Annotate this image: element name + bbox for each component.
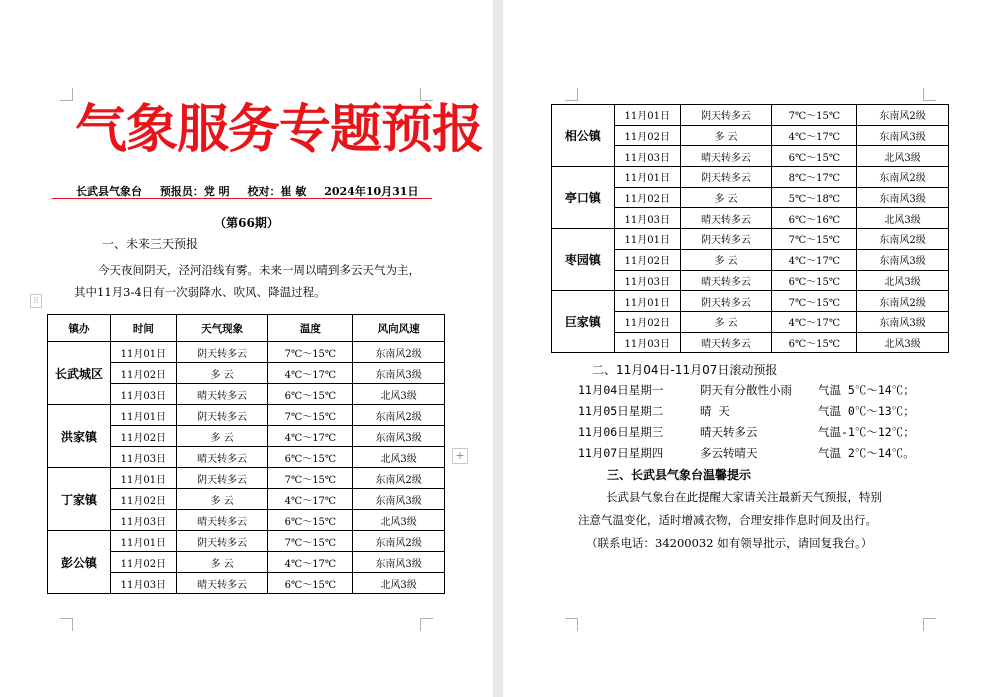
date-cell[interactable]: 11月02日 xyxy=(614,187,680,208)
rolling-temp: 气温-1℃～12℃； xyxy=(818,425,915,439)
weather-cell[interactable]: 多 云 xyxy=(680,125,772,146)
wind-cell[interactable]: 北风3级 xyxy=(857,146,949,167)
temp-cell[interactable]: 4℃～17℃ xyxy=(268,426,353,447)
temp-cell[interactable]: 7℃～15℃ xyxy=(268,468,353,489)
weather-cell[interactable]: 晴天转多云 xyxy=(680,208,772,229)
date-cell[interactable]: 11月03日 xyxy=(110,573,176,594)
add-row-button[interactable]: + xyxy=(452,448,468,464)
weather-cell[interactable]: 多 云 xyxy=(680,249,772,270)
temp-cell[interactable]: 6℃～16℃ xyxy=(772,208,857,229)
wind-cell[interactable]: 东南风3级 xyxy=(353,363,445,384)
date-cell[interactable]: 11月02日 xyxy=(110,552,176,573)
date-cell[interactable]: 11月01日 xyxy=(614,105,680,126)
temp-cell[interactable]: 6℃～15℃ xyxy=(772,332,857,353)
wind-cell[interactable]: 东南风3级 xyxy=(857,187,949,208)
margin-corner-mark xyxy=(565,618,578,631)
temp-cell[interactable]: 4℃～17℃ xyxy=(268,489,353,510)
margin-corner-mark xyxy=(60,618,73,631)
temp-cell[interactable]: 6℃～15℃ xyxy=(772,270,857,291)
byline[interactable] xyxy=(52,183,432,199)
byline-org: 长武县气象台 xyxy=(76,185,142,198)
section3-line2[interactable]: 注意气温变化，适时增减衣物，合理安排作息时间及出行。 xyxy=(578,513,877,527)
byline-forecaster: 预报员：党 明 xyxy=(159,185,230,198)
weather-cell[interactable]: 阴天转多云 xyxy=(176,405,268,426)
wind-cell[interactable]: 东南风2级 xyxy=(857,229,949,250)
section3-heading[interactable]: 三、长武县气象台温馨提示 xyxy=(607,468,752,482)
wind-cell[interactable]: 北风3级 xyxy=(857,332,949,353)
temp-cell[interactable]: 6℃～15℃ xyxy=(268,447,353,468)
margin-corner-mark xyxy=(565,88,578,101)
date-cell[interactable]: 11月01日 xyxy=(110,405,176,426)
section3-line1[interactable]: 长武县气象台在此提醒大家请关注最新天气预报，特别 xyxy=(606,490,882,504)
table-row xyxy=(552,167,949,188)
weather-cell[interactable]: 晴天转多云 xyxy=(680,332,772,353)
wind-cell[interactable]: 东南风3级 xyxy=(857,249,949,270)
town-name-cell[interactable]: 巨家镇 xyxy=(552,291,615,353)
rolling-weather: 晴天转多云 xyxy=(700,425,758,439)
wind-cell[interactable]: 东南风2级 xyxy=(353,531,445,552)
town-name-cell[interactable]: 枣园镇 xyxy=(552,229,615,291)
rolling-day: 11月06日星期三 xyxy=(578,425,664,439)
temp-cell[interactable]: 4℃～17℃ xyxy=(772,249,857,270)
weather-cell[interactable]: 多 云 xyxy=(176,363,268,384)
weather-cell[interactable]: 阴天转多云 xyxy=(680,105,772,126)
date-cell[interactable]: 11月03日 xyxy=(614,146,680,167)
town-name-cell[interactable]: 洪家镇 xyxy=(48,405,111,468)
section3-line3[interactable]: （联系电话：34200032 如有领导批示，请回复我台。） xyxy=(586,536,873,550)
table-row xyxy=(552,291,949,312)
rolling-day: 11月04日星期一 xyxy=(578,383,664,397)
wind-cell[interactable]: 东南风3级 xyxy=(353,552,445,573)
weather-cell[interactable]: 晴天转多云 xyxy=(680,270,772,291)
wind-cell[interactable]: 北风3级 xyxy=(353,447,445,468)
page-1 xyxy=(0,0,493,697)
temp-cell[interactable]: 4℃～17℃ xyxy=(772,311,857,332)
weather-cell[interactable]: 晴天转多云 xyxy=(176,573,268,594)
date-cell[interactable]: 11月01日 xyxy=(614,291,680,312)
weather-cell[interactable]: 阴天转多云 xyxy=(176,342,268,363)
date-cell[interactable]: 11月02日 xyxy=(110,426,176,447)
wind-cell[interactable]: 东南风2级 xyxy=(857,291,949,312)
header-town: 镇办 xyxy=(48,315,111,342)
header-date: 时间 xyxy=(110,315,176,342)
wind-cell[interactable]: 东南风2级 xyxy=(857,105,949,126)
weather-cell[interactable]: 多 云 xyxy=(176,426,268,447)
rolling-weather: 多云转晴天 xyxy=(700,446,758,460)
weather-cell[interactable]: 晴天转多云 xyxy=(680,146,772,167)
header-weather: 天气现象 xyxy=(176,315,268,342)
date-cell[interactable]: 11月02日 xyxy=(614,249,680,270)
weather-cell[interactable]: 晴天转多云 xyxy=(176,447,268,468)
wind-cell[interactable]: 东南风2级 xyxy=(857,167,949,188)
table-row xyxy=(48,468,445,489)
table-row xyxy=(552,105,949,126)
weather-cell[interactable]: 多 云 xyxy=(680,311,772,332)
date-cell[interactable]: 11月03日 xyxy=(110,510,176,531)
wind-cell[interactable]: 东南风2级 xyxy=(353,405,445,426)
rolling-day: 11月07日星期四 xyxy=(578,446,664,460)
date-cell[interactable]: 11月02日 xyxy=(614,125,680,146)
date-cell[interactable]: 11月03日 xyxy=(110,384,176,405)
temp-cell[interactable]: 4℃～17℃ xyxy=(268,552,353,573)
wind-cell[interactable]: 北风3级 xyxy=(857,208,949,229)
temp-cell[interactable]: 6℃～15℃ xyxy=(268,384,353,405)
town-name-cell[interactable]: 丁家镇 xyxy=(48,468,111,531)
table-row xyxy=(48,405,445,426)
header-wind: 风向风速 xyxy=(353,315,445,342)
wind-cell[interactable]: 东南风2级 xyxy=(353,468,445,489)
wind-cell[interactable]: 东南风3级 xyxy=(857,311,949,332)
temp-cell[interactable]: 6℃～15℃ xyxy=(268,573,353,594)
date-cell[interactable]: 11月03日 xyxy=(614,270,680,291)
wind-cell[interactable]: 北风3级 xyxy=(353,573,445,594)
red-divider xyxy=(52,198,432,199)
date-cell[interactable]: 11月02日 xyxy=(110,489,176,510)
byline-date: 2024年10月31日 xyxy=(324,185,419,198)
temp-cell[interactable]: 7℃～15℃ xyxy=(772,291,857,312)
temp-cell[interactable]: 6℃～15℃ xyxy=(772,146,857,167)
weather-cell[interactable]: 晴天转多云 xyxy=(176,384,268,405)
temp-cell[interactable]: 7℃～15℃ xyxy=(772,229,857,250)
wind-cell[interactable]: 北风3级 xyxy=(857,270,949,291)
section1-para-line1[interactable]: 今天夜间阴天，泾河沿线有雾。未来一周以晴到多云天气为主， xyxy=(98,263,420,277)
issue-number[interactable]: （第66期） xyxy=(214,216,279,230)
temp-cell[interactable]: 4℃～17℃ xyxy=(268,363,353,384)
table1-body xyxy=(48,342,445,594)
rolling-temp: 气温 5℃～14℃； xyxy=(818,383,915,397)
date-cell[interactable]: 11月03日 xyxy=(614,332,680,353)
temp-cell[interactable]: 7℃～15℃ xyxy=(772,105,857,126)
margin-corner-mark xyxy=(420,618,433,631)
town-name-cell[interactable]: 相公镇 xyxy=(552,105,615,167)
wind-cell[interactable]: 东南风3级 xyxy=(353,426,445,447)
rolling-temp: 气温 2℃～14℃。 xyxy=(818,446,915,460)
table2-body xyxy=(552,105,949,353)
date-cell[interactable]: 11月01日 xyxy=(614,229,680,250)
weather-cell[interactable]: 阴天转多云 xyxy=(176,531,268,552)
section1-heading[interactable]: 一、未来三天预报 xyxy=(102,237,199,251)
date-cell[interactable]: 11月01日 xyxy=(110,531,176,552)
wind-cell[interactable]: 北风3级 xyxy=(353,384,445,405)
weather-cell[interactable]: 阴天转多云 xyxy=(680,291,772,312)
margin-corner-mark xyxy=(923,618,936,631)
temp-cell[interactable]: 4℃～17℃ xyxy=(772,125,857,146)
section2-heading[interactable]: 二、11月04日-11月07日滚动预报 xyxy=(592,363,778,377)
rolling-temp: 气温 0℃～13℃； xyxy=(818,404,915,418)
temp-cell[interactable]: 7℃～15℃ xyxy=(268,531,353,552)
margin-corner-mark xyxy=(923,88,936,101)
table-header-row xyxy=(48,315,445,342)
temp-cell[interactable]: 6℃～15℃ xyxy=(268,510,353,531)
date-cell[interactable]: 11月03日 xyxy=(614,208,680,229)
wind-cell[interactable]: 东南风2级 xyxy=(353,342,445,363)
table-row xyxy=(48,342,445,363)
date-cell[interactable]: 11月02日 xyxy=(614,311,680,332)
forecast-table-1[interactable] xyxy=(47,314,445,594)
rolling-weather: 晴 天 xyxy=(700,404,730,418)
weather-cell[interactable]: 多 云 xyxy=(176,552,268,573)
temp-cell[interactable]: 5℃～18℃ xyxy=(772,187,857,208)
temp-cell[interactable]: 7℃～15℃ xyxy=(268,405,353,426)
date-cell[interactable]: 11月01日 xyxy=(110,468,176,489)
document-title[interactable]: 气象服务专题预报 xyxy=(75,99,484,160)
table-row xyxy=(48,531,445,552)
weather-cell[interactable]: 阴天转多云 xyxy=(176,468,268,489)
table-row xyxy=(552,229,949,250)
weather-cell[interactable]: 多 云 xyxy=(680,187,772,208)
wind-cell[interactable]: 东南风3级 xyxy=(857,125,949,146)
forecast-table-2[interactable] xyxy=(551,104,949,353)
table-move-handle[interactable]: ⁞⁞ xyxy=(30,294,42,308)
weather-cell[interactable]: 阴天转多云 xyxy=(680,229,772,250)
weather-cell[interactable]: 阴天转多云 xyxy=(680,167,772,188)
weather-cell[interactable]: 多 云 xyxy=(176,489,268,510)
wind-cell[interactable]: 东南风3级 xyxy=(353,489,445,510)
date-cell[interactable]: 11月03日 xyxy=(110,447,176,468)
town-name-cell[interactable]: 亭口镇 xyxy=(552,167,615,229)
date-cell[interactable]: 11月02日 xyxy=(110,363,176,384)
date-cell[interactable]: 11月01日 xyxy=(614,167,680,188)
byline-checker: 校对：崔 敏 xyxy=(247,185,307,198)
margin-corner-mark xyxy=(60,88,73,101)
wind-cell[interactable]: 北风3级 xyxy=(353,510,445,531)
date-cell[interactable]: 11月01日 xyxy=(110,342,176,363)
header-temp: 温度 xyxy=(268,315,353,342)
town-name-cell[interactable]: 彭公镇 xyxy=(48,531,111,594)
section1-para-line2[interactable]: 其中11月3-4日有一次弱降水、吹风、降温过程。 xyxy=(74,285,326,299)
town-name-cell[interactable]: 长武城区 xyxy=(48,342,111,405)
temp-cell[interactable]: 7℃～15℃ xyxy=(268,342,353,363)
rolling-weather: 阴天有分散性小雨 xyxy=(700,383,792,397)
weather-cell[interactable]: 晴天转多云 xyxy=(176,510,268,531)
temp-cell[interactable]: 8℃～17℃ xyxy=(772,167,857,188)
rolling-day: 11月05日星期二 xyxy=(578,404,664,418)
